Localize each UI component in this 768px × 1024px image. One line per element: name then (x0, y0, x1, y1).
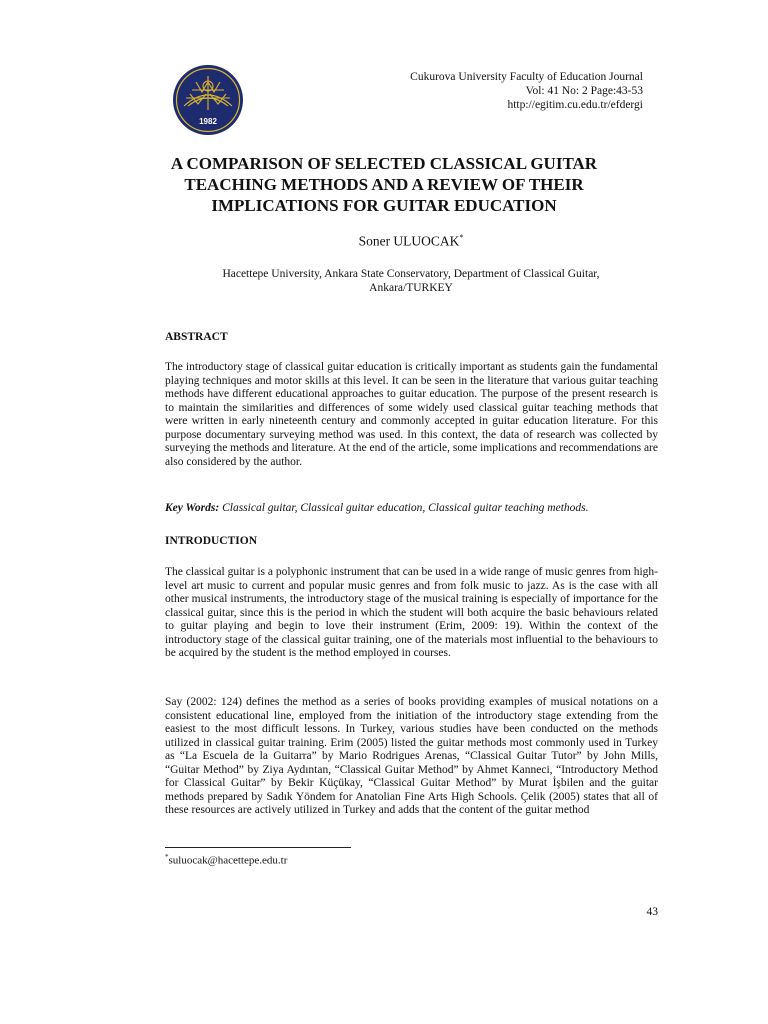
author-name: Soner ULUOCAK (358, 233, 460, 249)
affiliation-line-2: Ankara/TURKEY (369, 282, 453, 294)
keywords-label: Key Words: (165, 502, 220, 514)
abstract-heading: ABSTRACT (165, 331, 228, 343)
article-title: A COMPARISON OF SELECTED CLASSICAL GUITAR TEACHING METHODS AND A REVIEW OF THEIR IMPLICATIONS FOR GUITAR EDUCATION (170, 154, 598, 215)
journal-volume: Vol: 41 No: 2 Page:43-53 (525, 85, 643, 97)
page-number: 43 (646, 906, 658, 918)
journal-logo-seal (172, 64, 244, 136)
introduction-paragraph-1: The classical guitar is a polyphonic instrument that can be used in a wide range of music genres from high-level art music to current and popular music genres and from folk music to jazz. As is the case with all other musical instruments, the introductory stage of the musical training is especially of importance for the classical guitar, since this is the period in which the student will both acquire the basic behaviours related to guitar playing and begin to love their instrument (Erim, 2009: 19). Within the context of the introductory stage of the classical guitar training, one of the materials most influential to the behaviours to be acquired by the student is the method employed in courses. (165, 566, 658, 659)
author-footnote-mark[interactable]: * (459, 233, 464, 242)
author-affiliation (165, 267, 657, 295)
journal-url[interactable]: http://egitim.cu.edu.tr/efdergi (507, 99, 643, 111)
keywords-text: Classical guitar, Classical guitar education, Classical guitar teaching methods. (222, 502, 589, 514)
journal-name: Cukurova University Faculty of Education Journal (410, 71, 643, 83)
affiliation-line-1: Hacettepe University, Ankara State Conservatory, Department of Classical Guitar, (222, 268, 600, 280)
seal-year: 1982 (199, 117, 217, 126)
abstract-text: The introductory stage of classical guitar education is critically important as students gain the fundamental playing techniques and motor skills at this level. It can be seen in the literature that various guitar teaching methods have different educational approaches to guitar education. The purpose of the present research is to maintain the similarities and differences of some widely used classical guitar teaching methods that were written in early nineteenth century and commonly accepted in guitar education literature. For this purpose documentary surveying method was used. In this context, the data of research was collected by surveying the methods and literature. At the end of the article, some implications and recommendations are also considered by the author. (165, 361, 658, 468)
footnote-email[interactable]: suluocak@hacettepe.edu.tr (168, 854, 288, 867)
keywords (165, 502, 658, 516)
author-line (165, 233, 657, 250)
introduction-heading: INTRODUCTION (165, 535, 258, 547)
footnote-mark: * (165, 853, 169, 861)
introduction-paragraph-2: Say (2002: 124) defines the method as a series of books providing examples of musical notations on a consistent educational line, employed from the initiation of the introductory stage extending from the easiest to the most difficult lessons. In Turkey, various studies have been conducted on the methods utilized in classical guitar training. Erim (2005) listed the guitar methods most commonly used in Turkey as “La Escuela de la Guitarra” by Mario Rodrigues Arenas, “Classical Guitar Tutor” by John Mills, “Guitar Method” by Ziya Aydıntan, “Classical Guitar Method” by Ahmet Kanneci, “Introductory Method for Classical Guitar” by Bekir Küçükay, “Classical Guitar Method” by Murat İşbilen and the guitar methods prepared by Sadık Yöndem for Anatolian Fine Arts High Schools. Çelik (2005) states that all of these resources are actively utilized in Turkey and adds that the content of the guitar method (165, 696, 658, 816)
footnote-divider (165, 847, 351, 848)
footnote (165, 853, 287, 867)
journal-header (410, 70, 643, 112)
